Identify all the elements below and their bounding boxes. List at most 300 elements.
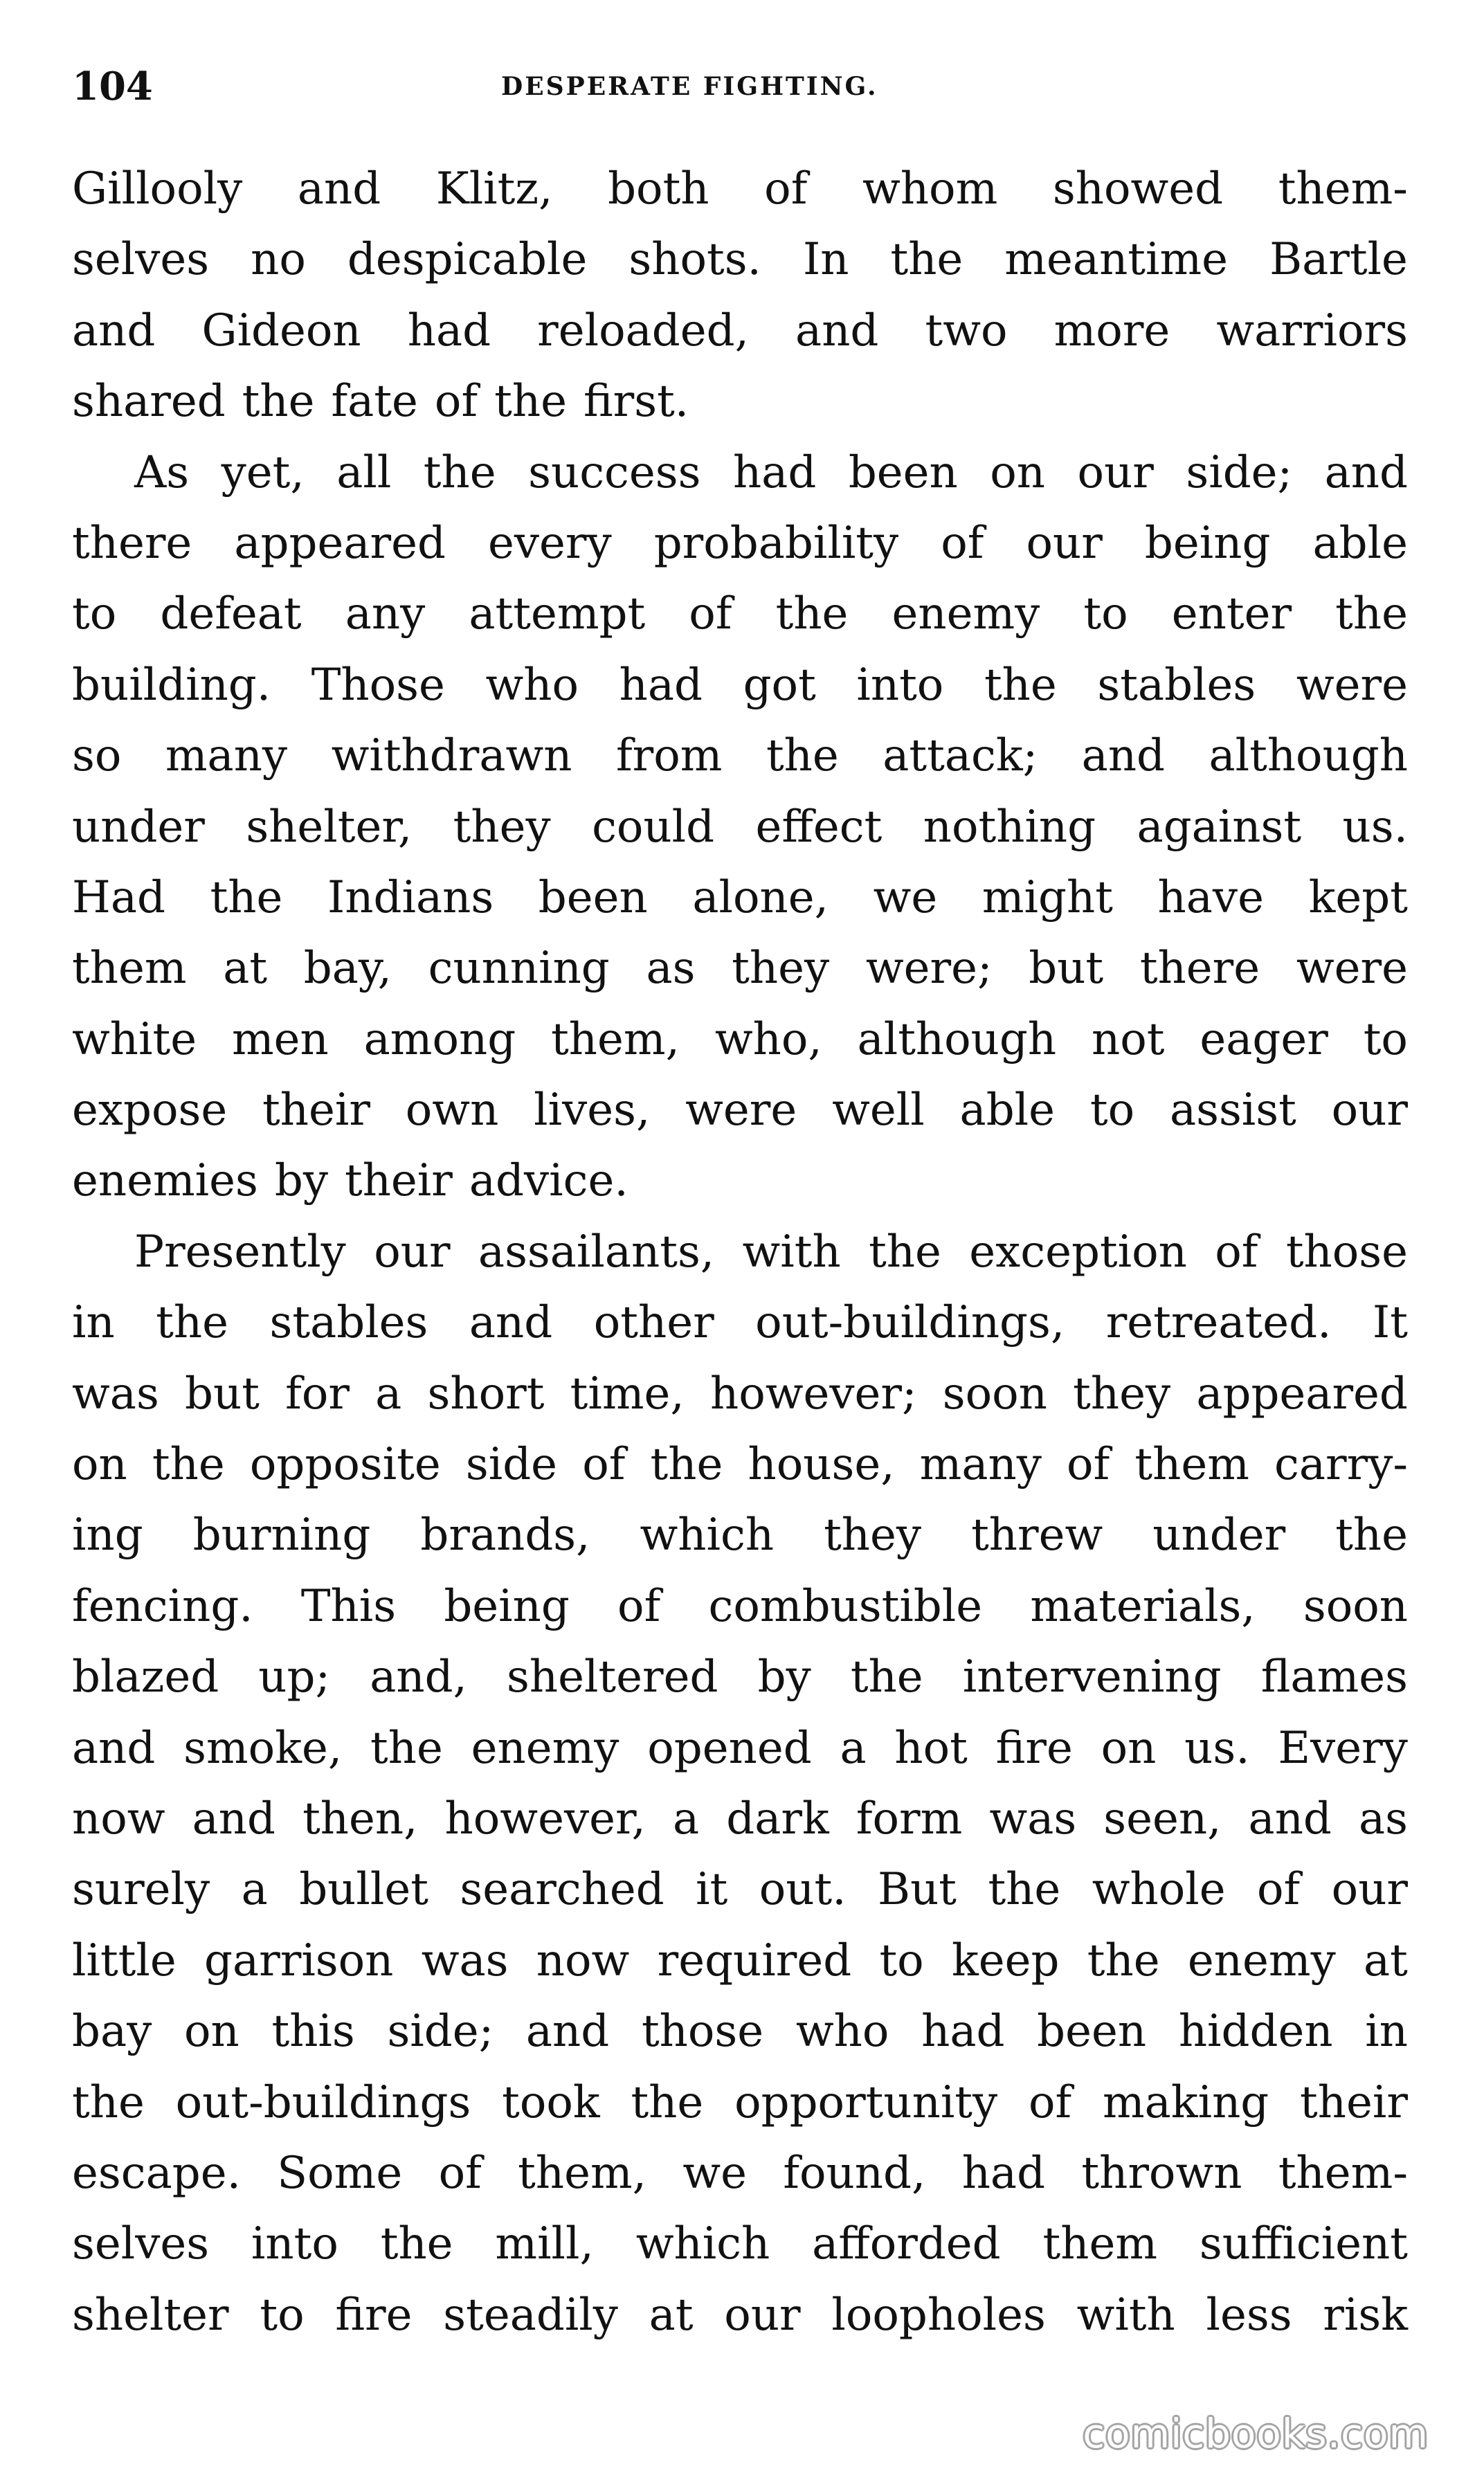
word: fencing. [72, 1580, 253, 1632]
word: flames [1260, 1651, 1408, 1703]
page-header [72, 55, 1408, 118]
word: reloaded, [537, 305, 749, 356]
word: enemy [471, 1722, 619, 1774]
word: which [640, 1510, 775, 1561]
word: had [961, 2147, 1046, 2199]
word: both [608, 163, 709, 215]
word: sheltered [507, 1651, 718, 1703]
word: thrown [1081, 2147, 1242, 2199]
word: been [848, 446, 958, 498]
word: of [1257, 1864, 1301, 1916]
text-line [72, 1642, 1408, 1712]
word: But [878, 1864, 957, 1916]
word: of [1215, 1226, 1258, 1278]
word: the [988, 1864, 1061, 1916]
text-line [72, 1713, 1408, 1784]
word: dark [726, 1793, 829, 1845]
word: in [1365, 2006, 1408, 2058]
text-line [72, 933, 1408, 1004]
word: the [72, 2076, 145, 2128]
word: the [1087, 1935, 1160, 1986]
word: mill, [495, 2218, 594, 2270]
word: able [1312, 517, 1408, 569]
word: to [1083, 588, 1128, 640]
word: Had [72, 871, 165, 923]
text-line [72, 2209, 1408, 2279]
word: Klitz, [435, 163, 553, 215]
word: lives, [534, 1085, 651, 1136]
word: any [345, 588, 426, 640]
text-line [72, 2138, 1408, 2209]
word: the [984, 659, 1057, 711]
word: this [271, 2006, 355, 2058]
word: our [1026, 517, 1103, 569]
word: of [582, 1439, 626, 1491]
word: retreated. [1105, 1297, 1332, 1349]
word: keep [952, 1935, 1060, 1986]
word: enter [1171, 588, 1292, 640]
word: with [1076, 2289, 1175, 2341]
word: got [743, 659, 816, 711]
word: under [1152, 1510, 1286, 1561]
text-line [72, 1004, 1408, 1075]
word: a [241, 1864, 268, 1916]
text-line [72, 2067, 1408, 2138]
word: the [494, 376, 567, 428]
word: at [649, 2289, 694, 2341]
word: we [682, 2147, 747, 2199]
word: soon [942, 1368, 1047, 1420]
word: they [824, 1510, 922, 1561]
word: side; [387, 2006, 494, 2058]
word: the [631, 2076, 704, 2128]
word: out-buildings, [755, 1297, 1065, 1349]
word: the [156, 1297, 228, 1349]
word: they [453, 801, 551, 853]
word: took [502, 2076, 600, 2128]
word: attempt [469, 588, 646, 640]
word: those [1285, 1226, 1408, 1278]
word: had [619, 659, 703, 711]
word: them- [1278, 163, 1408, 215]
text-line [72, 154, 1408, 224]
word: a [375, 1368, 402, 1420]
word: more [1053, 305, 1170, 356]
word: hot [894, 1722, 968, 1774]
word: escape. [72, 2147, 241, 2199]
text-line [72, 1359, 1408, 1429]
text-line [72, 721, 1408, 791]
word: Bartle [1269, 234, 1408, 286]
word: enemy [892, 588, 1040, 640]
text-line [72, 792, 1408, 862]
word: with [742, 1226, 841, 1278]
word: and [795, 305, 879, 356]
word: enemy [1187, 1935, 1336, 1986]
word: of [941, 517, 984, 569]
word: but [185, 1368, 260, 1420]
word: loopholes [831, 2289, 1046, 2341]
word: by [757, 1651, 811, 1703]
word: hidden [1178, 2006, 1333, 2058]
word: making [1102, 2076, 1269, 2128]
word: nothing [923, 801, 1096, 853]
word: could [592, 801, 715, 853]
word: shots. [628, 234, 761, 286]
word: surely [72, 1864, 210, 1916]
word: been [1037, 2006, 1147, 2058]
word: stables [1097, 659, 1256, 711]
word: our [1331, 1085, 1408, 1136]
text-line [72, 2280, 1408, 2350]
word: time, [570, 1368, 685, 1420]
word: were [685, 1085, 797, 1136]
word: the [370, 1722, 443, 1774]
word: a [672, 1793, 700, 1845]
word: shelter, [246, 801, 413, 853]
word: however, [444, 1793, 646, 1845]
word: short [427, 1368, 545, 1420]
word: them [72, 943, 187, 995]
word: bay, [303, 943, 392, 995]
word: eager [1200, 1013, 1328, 1065]
word: their [262, 1085, 370, 1136]
text-line [72, 579, 1408, 649]
word: own [405, 1085, 499, 1136]
word: the [210, 871, 283, 923]
word: was [421, 1935, 509, 1986]
word: soon [1303, 1580, 1408, 1632]
watermark: comicbooks.com [1083, 2410, 1429, 2457]
word: the [242, 376, 315, 428]
word: probability [653, 517, 899, 569]
text-line [72, 224, 1408, 295]
word: warriors [1216, 305, 1408, 356]
word: kept [1308, 871, 1408, 923]
word: them- [1278, 2147, 1408, 2199]
word: it [696, 1864, 728, 1916]
word: and, [370, 1651, 467, 1703]
word: selves [72, 234, 210, 286]
word: so [72, 730, 122, 782]
word: Those [311, 659, 445, 711]
word: and [72, 305, 156, 356]
word: to [1363, 1013, 1408, 1065]
word: us. [1342, 801, 1408, 853]
word: been [538, 871, 648, 923]
word: appeared [1196, 1368, 1408, 1420]
word: assailants, [478, 1226, 715, 1278]
word: the [1335, 1510, 1408, 1561]
text-line [72, 1429, 1408, 1500]
word: house, [748, 1439, 895, 1491]
word: men [231, 1013, 329, 1065]
word: attack; [883, 730, 1038, 782]
word: out-buildings [175, 2076, 471, 2128]
word: although [857, 1013, 1057, 1065]
word: opposite [249, 1439, 441, 1491]
word: sufficient [1199, 2218, 1408, 2270]
word: have [1157, 871, 1264, 923]
word: was [72, 1368, 159, 1420]
word: of [764, 163, 808, 215]
word: withdrawn [331, 730, 572, 782]
word: and [1248, 1793, 1332, 1845]
word: every [487, 517, 612, 569]
word: Gideon [201, 305, 361, 356]
word: their [344, 1155, 453, 1207]
word: risk [1323, 2289, 1408, 2341]
word: were; [865, 943, 993, 995]
text-line [72, 366, 1408, 437]
text-line [72, 1571, 1408, 1642]
word: from [615, 730, 723, 782]
word: by [274, 1155, 328, 1207]
text-line [72, 1075, 1408, 1145]
word: threw [971, 1510, 1103, 1561]
word: fire [335, 2289, 413, 2341]
word: bay [72, 2006, 152, 2058]
word: they [1073, 1368, 1171, 1420]
word: which [635, 2218, 770, 2270]
word: stables [269, 1297, 428, 1349]
word: no [251, 234, 306, 286]
word: cunning [428, 943, 610, 995]
word: our [1331, 1864, 1408, 1916]
word: us. [1184, 1722, 1250, 1774]
word: at [1364, 1935, 1408, 1986]
word: might [981, 871, 1113, 923]
word: many [165, 730, 288, 782]
word: for [285, 1368, 350, 1420]
word: who [485, 659, 579, 711]
word: a [840, 1722, 867, 1774]
word: under [72, 801, 205, 853]
word: success [528, 446, 701, 498]
text-line [72, 1784, 1408, 1854]
word: As [134, 446, 190, 498]
word: advice. [469, 1155, 628, 1207]
word: This [300, 1580, 397, 1632]
word: among [363, 1013, 516, 1065]
word: the [869, 1226, 941, 1278]
word: now [536, 1935, 630, 1986]
word: the [650, 1439, 723, 1491]
word: seen, [1103, 1793, 1222, 1845]
word: required [657, 1935, 852, 1986]
word: brands, [420, 1510, 590, 1561]
word: Indians [327, 871, 494, 923]
word: Presently [134, 1226, 346, 1278]
word: as [646, 943, 696, 995]
word: well [832, 1085, 925, 1136]
word: who, [714, 1013, 822, 1065]
word: to [879, 1935, 924, 1986]
word: on [184, 2006, 239, 2058]
word: opened [647, 1722, 812, 1774]
word: whom [862, 163, 998, 215]
word: carry- [1274, 1439, 1408, 1491]
word: on [990, 446, 1046, 498]
word: our [374, 1226, 451, 1278]
word: had [921, 2006, 1005, 2058]
word: there [1139, 943, 1260, 995]
word: of [1067, 1439, 1110, 1491]
word: our [724, 2289, 801, 2341]
word: little [72, 1935, 177, 1986]
word: and [72, 1722, 156, 1774]
word: the [890, 234, 963, 286]
word: exception [969, 1226, 1187, 1278]
word: against [1137, 801, 1302, 853]
word: we [873, 871, 938, 923]
word: there [72, 517, 192, 569]
word: and [297, 163, 381, 215]
word: had [732, 446, 817, 498]
word: burning [192, 1510, 371, 1561]
word: assist [1169, 1085, 1296, 1136]
word: being [1144, 517, 1271, 569]
text-line [72, 1500, 1408, 1570]
word: on [1101, 1722, 1157, 1774]
text-line [72, 1217, 1408, 1287]
word: all [336, 446, 392, 498]
word: materials, [1030, 1580, 1256, 1632]
word: to [72, 588, 117, 640]
text-line [72, 437, 1408, 508]
word: those [641, 2006, 764, 2058]
word: white [72, 1013, 197, 1065]
word: many [919, 1439, 1042, 1491]
word: them, [518, 2147, 646, 2199]
word: able [959, 1085, 1055, 1136]
word: them, [551, 1013, 680, 1065]
word: alone, [692, 871, 829, 923]
word: the [766, 730, 839, 782]
word: of [689, 588, 732, 640]
word: searched [460, 1864, 664, 1916]
word: them [1042, 2218, 1157, 2270]
word: in [72, 1297, 115, 1349]
word: side [465, 1439, 558, 1491]
word: the [775, 588, 849, 640]
word: fire [995, 1722, 1073, 1774]
word: shelter [72, 2289, 229, 2341]
word: our [1077, 446, 1154, 498]
word: meantime [1004, 234, 1229, 286]
word: opportunity [734, 2076, 998, 2128]
word: showed [1052, 163, 1224, 215]
word: them [1134, 1439, 1249, 1491]
word: smoke, [183, 1722, 343, 1774]
word: yet, [221, 446, 305, 498]
word: ing [72, 1510, 143, 1561]
word: shared [72, 376, 226, 428]
body-text [72, 154, 1408, 2350]
word: were [1296, 659, 1408, 711]
word: intervening [962, 1651, 1222, 1703]
word: combustible [708, 1580, 983, 1632]
text-line [72, 296, 1408, 366]
word: despicable [347, 234, 588, 286]
word: the [152, 1439, 225, 1491]
word: and [525, 2006, 610, 2058]
word: up; [258, 1651, 331, 1703]
word: selves [72, 2218, 210, 2270]
word: and [1324, 446, 1408, 498]
word: bullet [299, 1864, 428, 1916]
word: other [593, 1297, 714, 1349]
word: the [423, 446, 496, 498]
word: being [444, 1580, 570, 1632]
word: whole [1092, 1864, 1226, 1916]
word: first. [583, 376, 689, 428]
word: expose [72, 1085, 228, 1136]
word: steadily [443, 2289, 618, 2341]
word: side; [1186, 446, 1293, 498]
word: defeat [160, 588, 302, 640]
word: building. [72, 659, 271, 711]
page-number: 104 [72, 64, 153, 109]
text-line [72, 1996, 1408, 2067]
word: In [802, 234, 849, 286]
word: but [1029, 943, 1104, 995]
word: who [795, 2006, 889, 2058]
text-line [72, 862, 1408, 933]
running-head: DESPERATE FIGHTING. [501, 72, 878, 101]
word: the [850, 1651, 923, 1703]
word: appeared [234, 517, 446, 569]
word: into [856, 659, 944, 711]
word: out. [759, 1864, 847, 1916]
word: although [1209, 730, 1408, 782]
word: enemies [72, 1155, 258, 1207]
word: the [1335, 588, 1408, 640]
word: to [1089, 1085, 1135, 1136]
word: two [925, 305, 1008, 356]
word: garrison [204, 1935, 394, 1986]
word: on [72, 1439, 127, 1491]
word: as [1358, 1793, 1408, 1845]
word: was [989, 1793, 1077, 1845]
word: Some [277, 2147, 403, 2199]
word: were [1296, 943, 1408, 995]
word: their [1300, 2076, 1408, 2128]
word: found, [783, 2147, 926, 2199]
word: however; [709, 1368, 917, 1420]
text-line [72, 650, 1408, 721]
word: of [1028, 2076, 1072, 2128]
word: of [617, 1580, 661, 1632]
word: Every [1278, 1722, 1408, 1774]
text-line [72, 508, 1408, 579]
word: fate [331, 376, 418, 428]
text-line [72, 1287, 1408, 1358]
word: form [856, 1793, 963, 1845]
text-line [72, 1145, 1408, 1216]
word: of [434, 376, 478, 428]
word: It [1372, 1297, 1408, 1349]
word: and [469, 1297, 553, 1349]
word: of [438, 2147, 482, 2199]
word: less [1206, 2289, 1292, 2341]
word: they [732, 943, 830, 995]
word: to [260, 2289, 305, 2341]
word: into [251, 2218, 338, 2270]
text-line [72, 1926, 1408, 1996]
word: now [72, 1793, 165, 1845]
word: effect [755, 801, 883, 853]
